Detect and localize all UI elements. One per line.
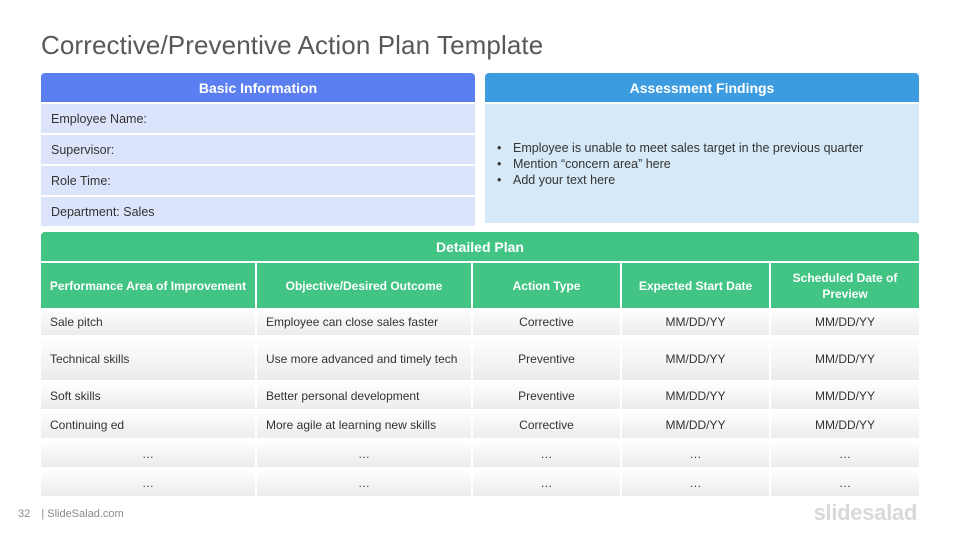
table-cell: … — [771, 469, 919, 498]
finding-text: Employee is unable to meet sales target in the previous quarter — [513, 141, 864, 155]
table-row — [41, 411, 919, 440]
table-cell: Technical skills — [41, 337, 257, 382]
table-cell: Preventive — [473, 382, 622, 411]
table-cell: MM/DD/YY — [622, 337, 771, 382]
info-row-supervisor: Supervisor: — [41, 135, 475, 164]
table-cell: MM/DD/YY — [771, 308, 919, 337]
info-row-employee-name: Employee Name: — [41, 104, 475, 133]
table-cell: MM/DD/YY — [771, 411, 919, 440]
table-cell: … — [622, 469, 771, 498]
column-header-action-type: Action Type — [473, 263, 622, 308]
table-cell: Better personal development — [257, 382, 473, 411]
column-header-start-date: Expected Start Date — [622, 263, 771, 308]
table-cell: … — [473, 440, 622, 469]
detailed-plan-table — [41, 263, 919, 498]
table-cell: Corrective — [473, 308, 622, 337]
table-cell: … — [257, 440, 473, 469]
table-row — [41, 469, 919, 498]
table-cell: Sale pitch — [41, 308, 257, 337]
column-header-performance-area: Performance Area of Improvement — [41, 263, 257, 308]
basic-information-panel — [41, 73, 475, 226]
bullet-icon: • — [497, 157, 502, 171]
table-cell: MM/DD/YY — [622, 411, 771, 440]
detailed-plan-panel — [41, 232, 919, 498]
info-row-role-time: Role Time: — [41, 166, 475, 195]
table-cell: MM/DD/YY — [622, 382, 771, 411]
table-cell: Continuing ed — [41, 411, 257, 440]
table-cell: … — [41, 440, 257, 469]
table-cell: … — [41, 469, 257, 498]
table-row — [41, 308, 919, 337]
table-cell: … — [473, 469, 622, 498]
finding-text: Add your text here — [513, 173, 616, 187]
table-cell: … — [622, 440, 771, 469]
table-header-row — [41, 263, 919, 308]
page-title: Corrective/Preventive Action Plan Template — [41, 30, 544, 60]
info-row-department: Department: Sales — [41, 197, 475, 226]
table-cell: Employee can close sales faster — [257, 308, 473, 337]
table-row — [41, 382, 919, 411]
assessment-findings-body — [485, 104, 919, 223]
column-header-preview-date: Scheduled Date of Preview — [771, 263, 919, 308]
table-cell: MM/DD/YY — [771, 382, 919, 411]
table-cell: Soft skills — [41, 382, 257, 411]
assessment-findings-heading: Assessment Findings — [485, 73, 919, 102]
finding-item — [497, 156, 919, 172]
finding-text: Mention “concern area” here — [513, 157, 671, 171]
table-row — [41, 337, 919, 382]
assessment-findings-panel — [485, 73, 919, 223]
footer — [18, 508, 124, 520]
table-cell: Corrective — [473, 411, 622, 440]
table-cell: Preventive — [473, 337, 622, 382]
table-cell: MM/DD/YY — [771, 337, 919, 382]
table-cell: Use more advanced and timely tech — [257, 337, 473, 382]
detailed-plan-heading: Detailed Plan — [41, 232, 919, 261]
slidesalad-logo: slidesalad — [813, 500, 917, 525]
page-number: 32 — [18, 508, 31, 520]
footer-site-link[interactable]: | SlideSalad.com — [41, 508, 124, 520]
table-row — [41, 440, 919, 469]
table-cell: More agile at learning new skills — [257, 411, 473, 440]
bullet-icon: • — [497, 141, 502, 155]
bullet-icon: • — [497, 173, 502, 187]
finding-item — [497, 172, 919, 188]
table-cell: … — [771, 440, 919, 469]
table-cell: … — [257, 469, 473, 498]
findings-list — [497, 140, 919, 188]
finding-item — [497, 140, 919, 156]
column-header-objective: Objective/Desired Outcome — [257, 263, 473, 308]
basic-information-heading: Basic Information — [41, 73, 475, 102]
table-cell: MM/DD/YY — [622, 308, 771, 337]
